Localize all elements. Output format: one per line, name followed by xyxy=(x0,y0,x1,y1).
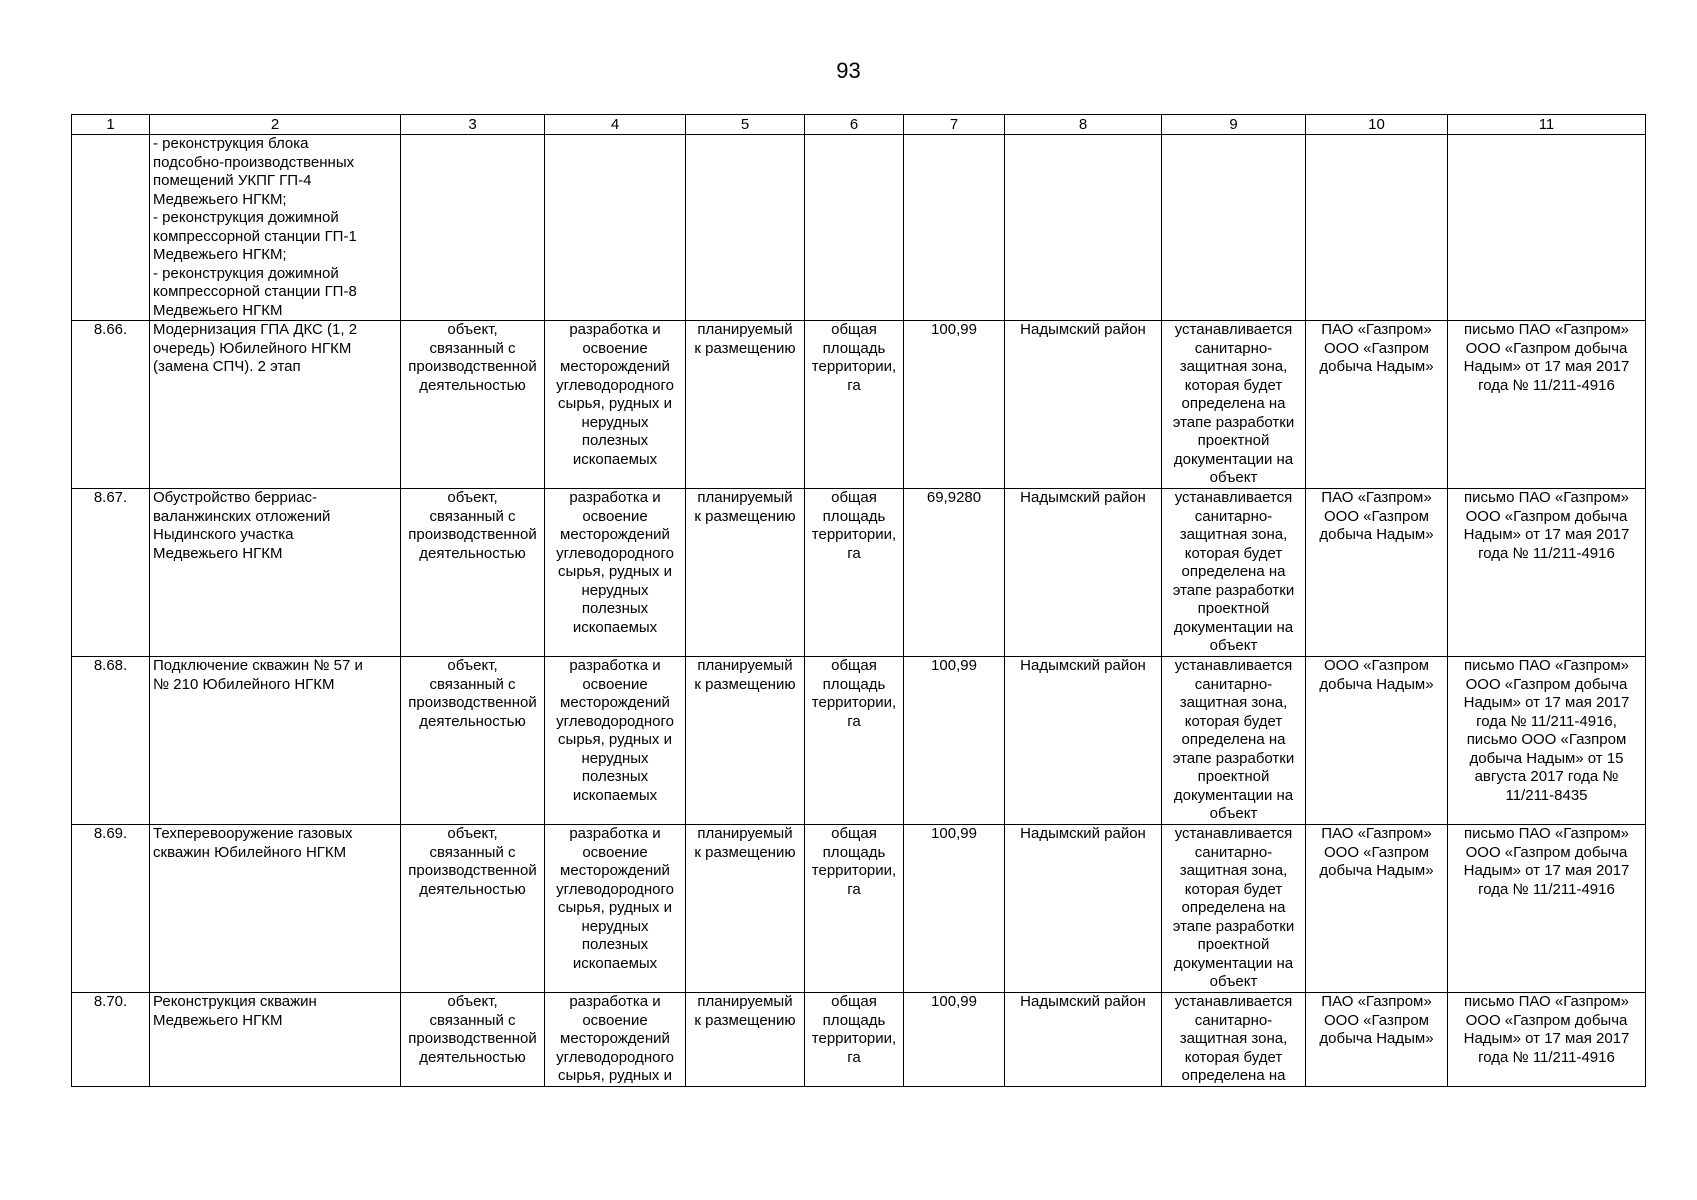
empty-cell xyxy=(1005,135,1162,321)
page-number: 93 xyxy=(836,58,861,83)
characteristic-cell: общая площадь территории, га xyxy=(805,321,904,489)
zone-cell: устанавливается санитарно- защитная зона, которая будет определена на xyxy=(1162,993,1306,1087)
location-cell: Надымский район xyxy=(1005,321,1162,489)
characteristic-cell: общая площадь территории, га xyxy=(805,489,904,657)
zone-cell: устанавливается санитарно- защитная зона, которая будет определена на этапе разработки проектной документации на объект xyxy=(1162,825,1306,993)
purpose-cell: разработка и освоение месторождений углеводородного сырья, рудных и нерудных полезных ископаемых xyxy=(545,657,686,825)
characteristic-cell: общая площадь территории, га xyxy=(805,657,904,825)
location-cell: Надымский район xyxy=(1005,993,1162,1087)
value-cell: 100,99 xyxy=(904,657,1005,825)
status-cell: планируемый к размещению xyxy=(686,657,805,825)
column-header: 4 xyxy=(545,115,686,135)
value-cell: 100,99 xyxy=(904,993,1005,1087)
owner-cell: ПАО «Газпром» ООО «Газпром добыча Надым» xyxy=(1306,321,1448,489)
row-number-cell: 8.70. xyxy=(72,993,150,1087)
status-cell: планируемый к размещению xyxy=(686,825,805,993)
purpose-cell: разработка и освоение месторождений углеводородного сырья, рудных и xyxy=(545,993,686,1087)
characteristic-cell: общая площадь территории, га xyxy=(805,993,904,1087)
basis-cell: письмо ПАО «Газпром» ООО «Газпром добыча Надым» от 17 мая 2017 года № 11/211-4916 xyxy=(1448,825,1646,993)
table-row xyxy=(72,321,1646,489)
object-name-cell: Техперевооружение газовых скважин Юбилейного НГКМ xyxy=(150,825,401,993)
empty-cell xyxy=(545,135,686,321)
column-header: 10 xyxy=(1306,115,1448,135)
status-cell: планируемый к размещению xyxy=(686,993,805,1087)
object-type-cell: объект, связанный с производственной деятельностью xyxy=(401,489,545,657)
empty-cell xyxy=(686,135,805,321)
empty-cell xyxy=(805,135,904,321)
purpose-cell: разработка и освоение месторождений углеводородного сырья, рудных и нерудных полезных ископаемых xyxy=(545,321,686,489)
object-type-cell: объект, связанный с производственной деятельностью xyxy=(401,321,545,489)
column-header: 1 xyxy=(72,115,150,135)
location-cell: Надымский район xyxy=(1005,489,1162,657)
purpose-cell: разработка и освоение месторождений углеводородного сырья, рудных и нерудных полезных ископаемых xyxy=(545,825,686,993)
table-row xyxy=(72,993,1646,1087)
owner-cell: ПАО «Газпром» ООО «Газпром добыча Надым» xyxy=(1306,489,1448,657)
value-cell: 100,99 xyxy=(904,321,1005,489)
location-cell: Надымский район xyxy=(1005,825,1162,993)
row-number-cell: 8.67. xyxy=(72,489,150,657)
empty-cell xyxy=(1448,135,1646,321)
characteristic-cell: общая площадь территории, га xyxy=(805,825,904,993)
empty-cell xyxy=(401,135,545,321)
owner-cell: ПАО «Газпром» ООО «Газпром добыча Надым» xyxy=(1306,825,1448,993)
basis-cell: письмо ПАО «Газпром» ООО «Газпром добыча Надым» от 17 мая 2017 года № 11/211-4916 xyxy=(1448,489,1646,657)
purpose-cell: разработка и освоение месторождений углеводородного сырья, рудных и нерудных полезных ископаемых xyxy=(545,489,686,657)
empty-cell xyxy=(1162,135,1306,321)
object-name-cell: Подключение скважин № 57 и № 210 Юбилейного НГКМ xyxy=(150,657,401,825)
continuation-row xyxy=(72,135,1646,321)
table-row xyxy=(72,825,1646,993)
location-cell: Надымский район xyxy=(1005,657,1162,825)
status-cell: планируемый к размещению xyxy=(686,321,805,489)
owner-cell: ООО «Газпром добыча Надым» xyxy=(1306,657,1448,825)
object-name-cell: Реконструкция скважин Медвежьего НГКМ xyxy=(150,993,401,1087)
basis-cell: письмо ПАО «Газпром» ООО «Газпром добыча Надым» от 17 мая 2017 года № 11/211-4916 xyxy=(1448,321,1646,489)
value-cell: 100,99 xyxy=(904,825,1005,993)
zone-cell: устанавливается санитарно- защитная зона, которая будет определена на этапе разработки проектной документации на объект xyxy=(1162,489,1306,657)
object-name-cell: Модернизация ГПА ДКС (1, 2 очередь) Юбилейного НГКМ (замена СПЧ). 2 этап xyxy=(150,321,401,489)
object-type-cell: объект, связанный с производственной деятельностью xyxy=(401,657,545,825)
zone-cell: устанавливается санитарно- защитная зона, которая будет определена на этапе разработки проектной документации на объект xyxy=(1162,321,1306,489)
owner-cell: ПАО «Газпром» ООО «Газпром добыча Надым» xyxy=(1306,993,1448,1087)
column-header: 9 xyxy=(1162,115,1306,135)
basis-cell: письмо ПАО «Газпром» ООО «Газпром добыча Надым» от 17 мая 2017 года № 11/211-4916 xyxy=(1448,993,1646,1087)
column-number-row xyxy=(72,115,1646,135)
column-header: 3 xyxy=(401,115,545,135)
row-number-cell: 8.69. xyxy=(72,825,150,993)
basis-cell: письмо ПАО «Газпром» ООО «Газпром добыча Надым» от 17 мая 2017 года № 11/211-4916, письмо ООО «Газпром добыча Надым» от 15 августа 2017 года № 11/211-8435 xyxy=(1448,657,1646,825)
empty-cell xyxy=(904,135,1005,321)
row-number-cell: 8.68. xyxy=(72,657,150,825)
table-row xyxy=(72,489,1646,657)
object-name-cell: Обустройство берриас- валанжинских отложений Ныдинского участка Медвежьего НГКМ xyxy=(150,489,401,657)
value-cell: 69,9280 xyxy=(904,489,1005,657)
column-header: 2 xyxy=(150,115,401,135)
table-row xyxy=(72,657,1646,825)
status-cell: планируемый к размещению xyxy=(686,489,805,657)
column-header: 7 xyxy=(904,115,1005,135)
empty-cell xyxy=(1306,135,1448,321)
zone-cell: устанавливается санитарно- защитная зона, которая будет определена на этапе разработки проектной документации на объект xyxy=(1162,657,1306,825)
object-type-cell: объект, связанный с производственной деятельностью xyxy=(401,993,545,1087)
column-header: 11 xyxy=(1448,115,1646,135)
row-number-cell: 8.66. xyxy=(72,321,150,489)
object-name-cell: - реконструкция блока подсобно-производственных помещений УКПГ ГП-4 Медвежьего НГКМ; - реконструкция дожимной компрессорной станции ГП-1 Медвежьего НГКМ; - реконструкция дожимной компрессорной станции ГП-8 Медвежьего НГКМ xyxy=(150,135,401,321)
column-header: 8 xyxy=(1005,115,1162,135)
object-type-cell: объект, связанный с производственной деятельностью xyxy=(401,825,545,993)
column-header: 6 xyxy=(805,115,904,135)
column-header: 5 xyxy=(686,115,805,135)
row-number-cell xyxy=(72,135,150,321)
objects-table xyxy=(71,114,1646,1087)
